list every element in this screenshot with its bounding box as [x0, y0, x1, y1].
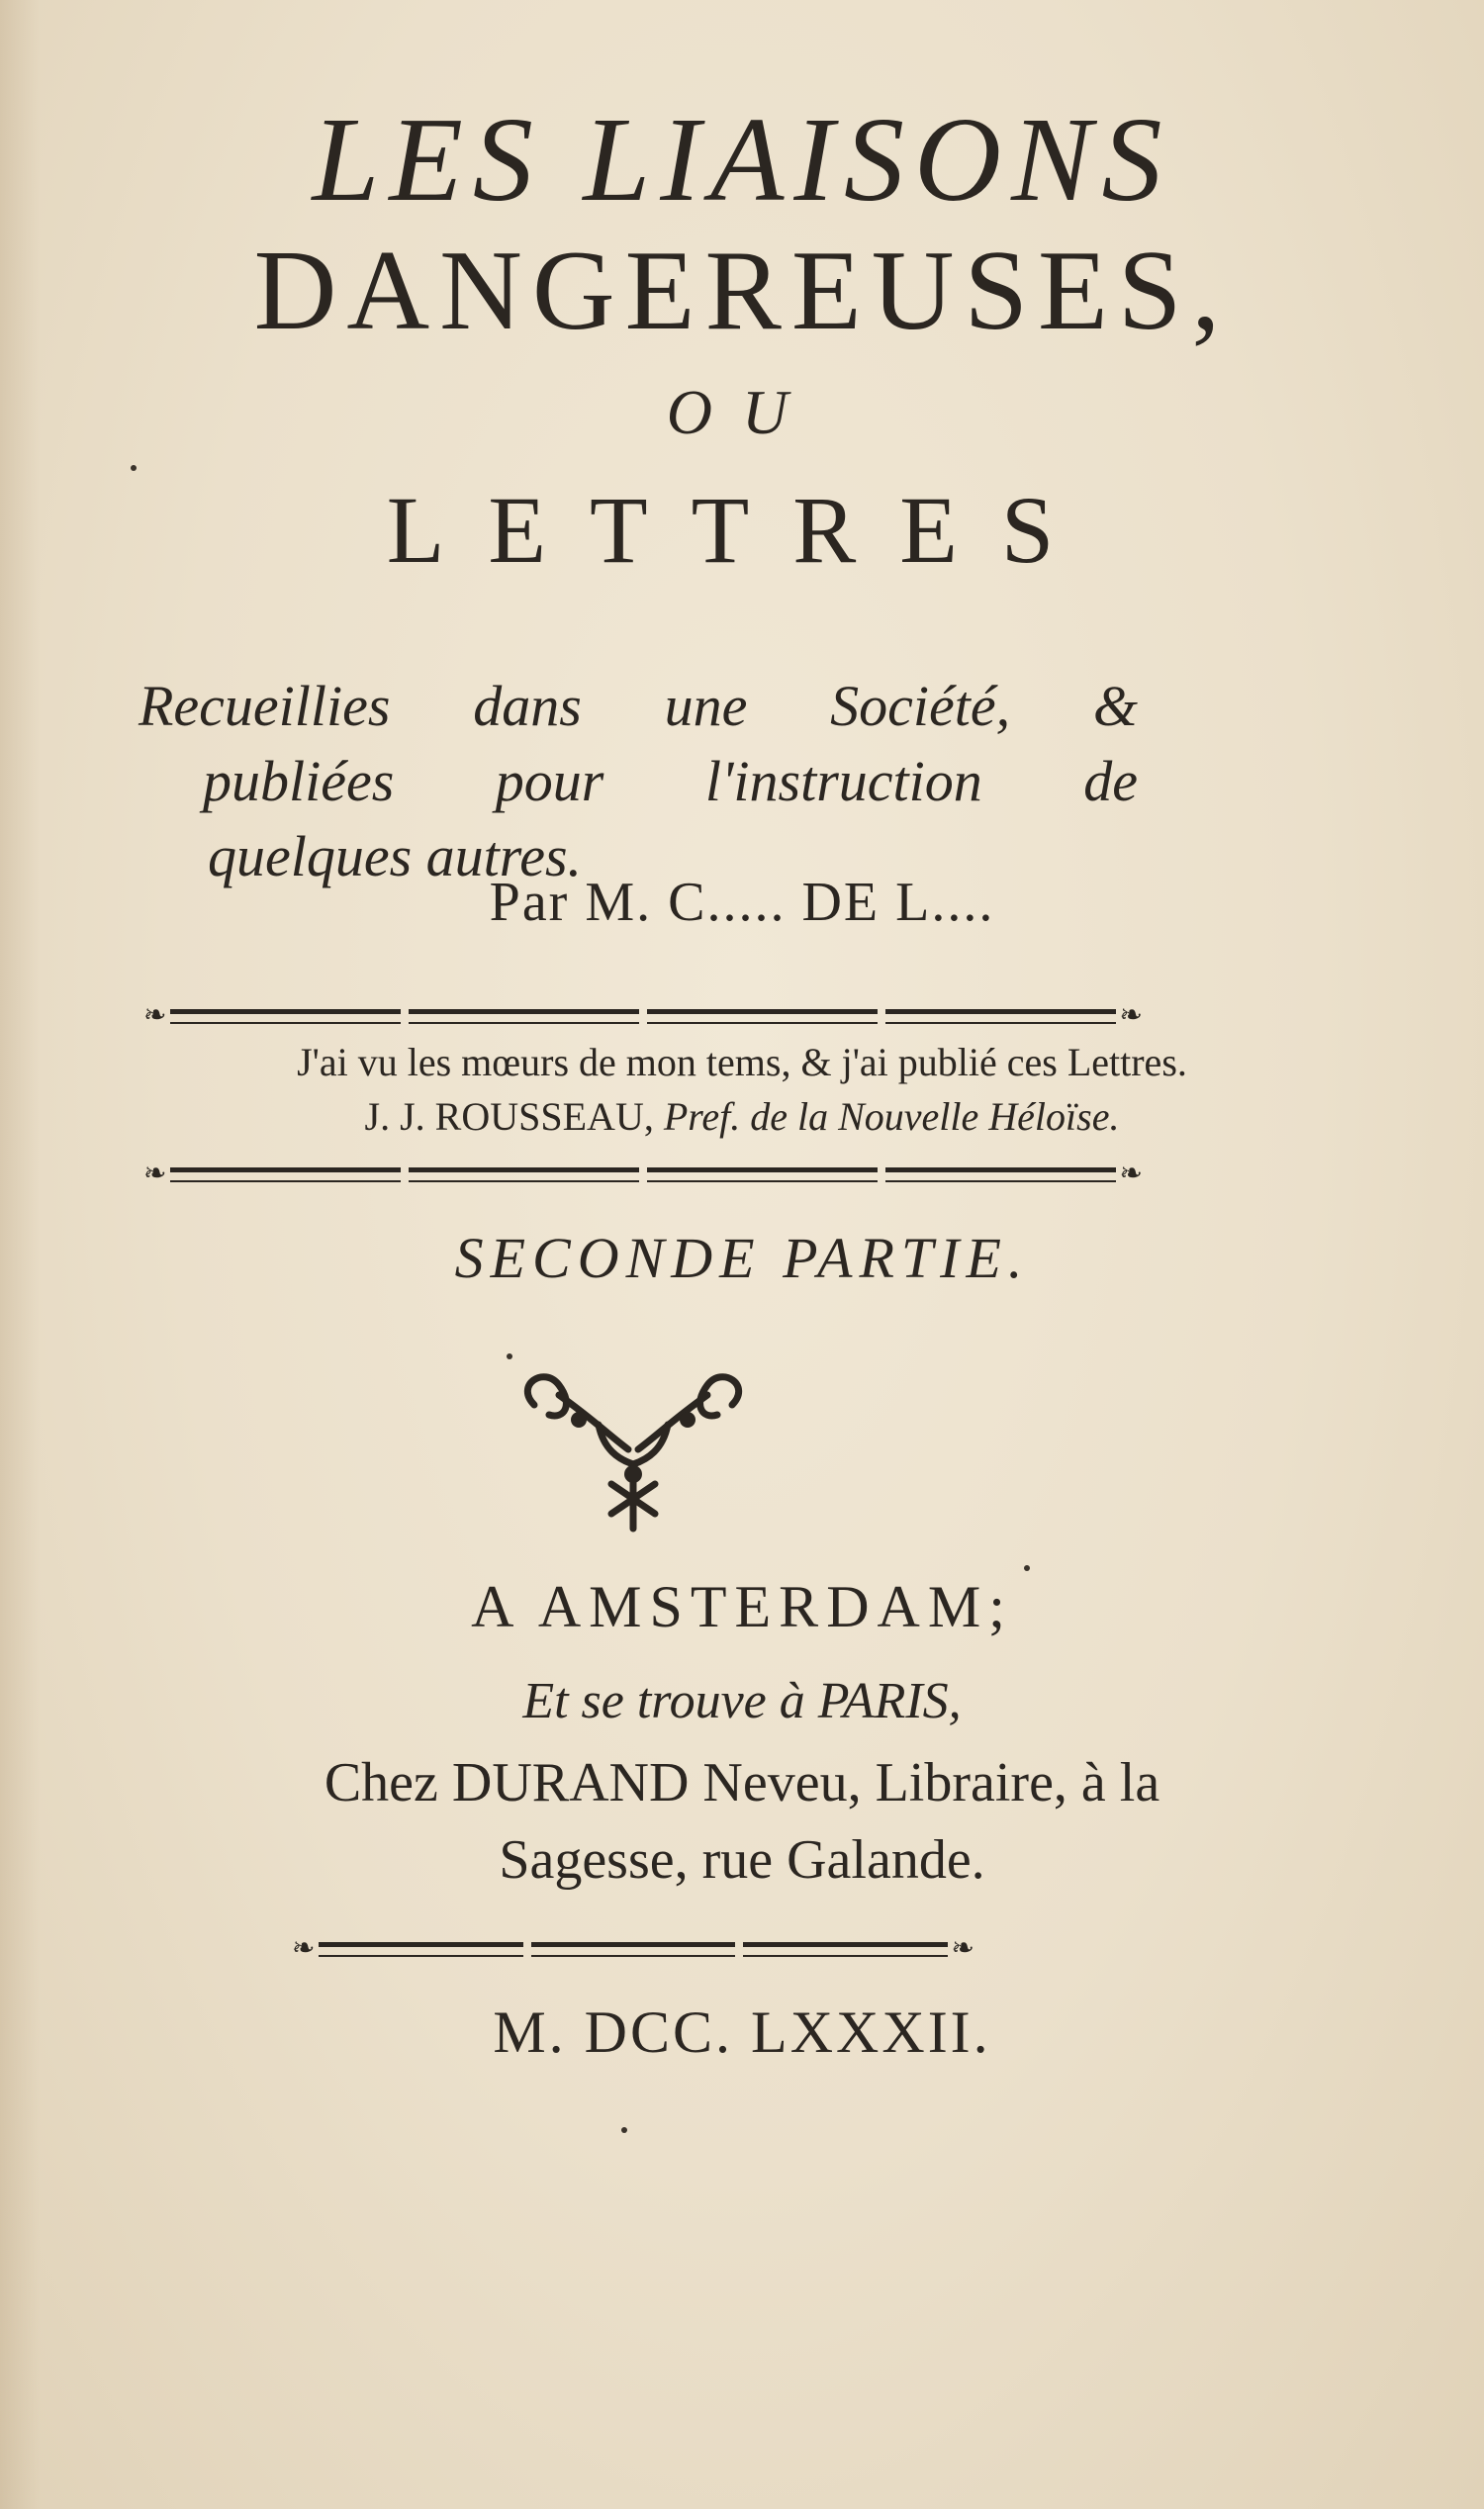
author-line: Par M. C..... DE L.... — [489, 872, 995, 933]
subtitle-line-2: publiées pour l'instruction de — [203, 749, 1138, 813]
rule-ornament: ❧ ❧ — [143, 1159, 1143, 1189]
ink-speck — [507, 1353, 512, 1359]
epigraph-quote: J'ai vu les mœurs de mon tems, & j'ai publié ces Lettres. — [297, 1040, 1187, 1084]
title-line-2: DANGEREUSES, — [253, 228, 1231, 354]
rule-ornament: ❧ ❧ — [292, 1933, 975, 1964]
epigraph-source — [0, 1093, 1484, 1140]
title-line-1: LES LIAISONS — [312, 93, 1172, 227]
title-line-3: LETTRES — [386, 477, 1098, 583]
ink-speck — [621, 2127, 627, 2133]
publication-date: M. DCC. LXXXII. — [493, 1999, 991, 2065]
ink-speck — [1024, 1565, 1030, 1571]
imprint-line-3: Chez DURAND Neveu, Libraire, à la — [324, 1752, 1160, 1813]
subtitle-line-1: Recueillies dans une Société, & — [139, 674, 1138, 738]
imprint-line-2: Et se trouve à PARIS, — [522, 1673, 962, 1729]
ink-speck — [131, 465, 137, 471]
imprint-city: A AMSTERDAM; — [471, 1574, 1013, 1639]
subtitle-line-3: quelques autres. — [208, 824, 583, 888]
conjunction: OU — [666, 377, 818, 447]
epigraph-source-name: J. J. ROUSSEAU, — [364, 1094, 654, 1139]
rule-ornament: ❧ ❧ — [143, 1000, 1143, 1031]
fleuron-ornament — [505, 1365, 762, 1533]
volume-designation: SECONDE PARTIE. — [454, 1226, 1030, 1290]
epigraph-source-work: Pref. de la Nouvelle Héloïse. — [663, 1094, 1120, 1139]
imprint-line-4: Sagesse, rue Galande. — [499, 1829, 985, 1891]
